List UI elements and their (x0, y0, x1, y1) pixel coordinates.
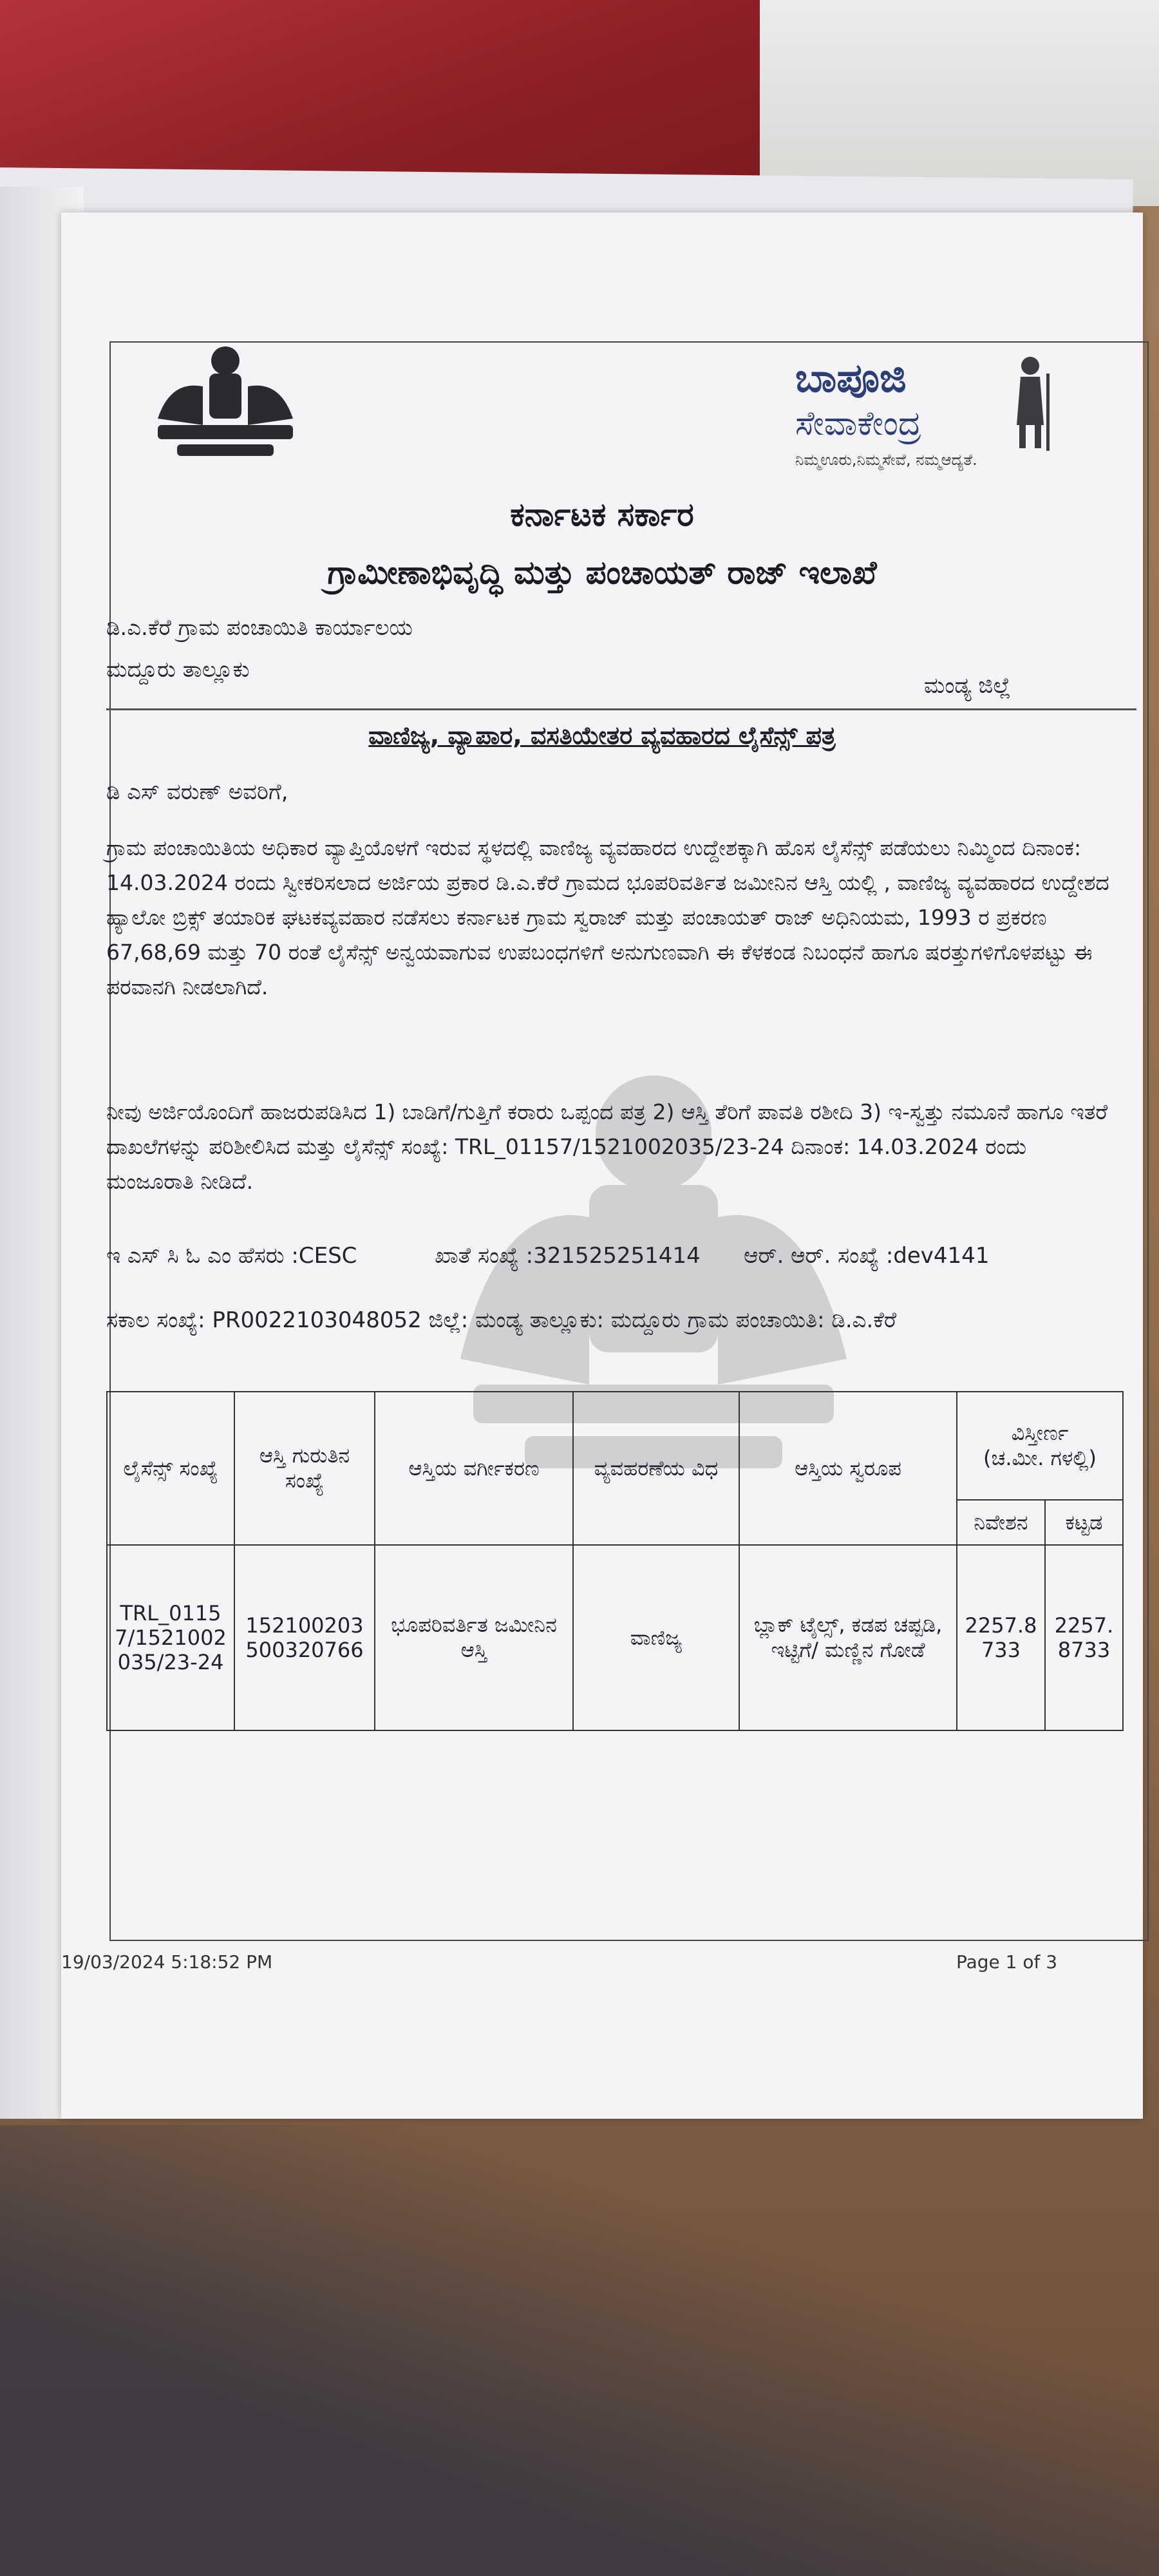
cell-property-id: 152100203500320766 (234, 1545, 375, 1730)
logo-name: ಬಾಪೂಜಿ (795, 354, 907, 401)
office-name: ಡಿ.ಎ.ಕೆರೆ ಗ್ರಾಮ ಪಂಚಾಯಿತಿ ಕಾರ್ಯಾಲಯ (106, 615, 413, 641)
header-site: ನಿವೇಶನ (957, 1500, 1045, 1545)
cell-building-area: 2257.8733 (1045, 1545, 1123, 1730)
state-government: ಕರ್ನಾಟಕ ಸರ್ಕಾರ (510, 496, 694, 533)
department-name: ಗ್ರಾಮೀಣಾಭಿವೃದ್ಧಿ ಮತ್ತು ಪಂಚಾಯತ್ ರಾಜ್ ಇಲಾಖೆ (327, 554, 877, 591)
escom-name: ಇ ಎಸ್ ಸಿ ಓ ಎಂ ಹೆಸರು :CESC (106, 1243, 357, 1269)
header-license-no: ಲೈಸೆನ್ಸ್ ಸಂಖ್ಯೆ (107, 1392, 234, 1545)
logo-subtitle: ಸೇವಾಕೇಂದ್ರ (795, 404, 921, 443)
gandhi-figure-icon (1001, 354, 1059, 451)
rr-number: ಆರ್. ಆರ್. ಸಂಖ್ಯೆ :dev4141 (744, 1243, 990, 1269)
page-number: Page 1 of 3 (956, 1951, 1058, 1973)
cell-license-no: TRL_01157/1521002035/23-24 (107, 1545, 234, 1730)
license-table (106, 1391, 1124, 1731)
header-area (957, 1392, 1123, 1500)
background-wall (760, 0, 1159, 206)
cell-nature: ಬ್ಲಾಕ್ ಟೈಲ್ಸ್, ಕಡಪ ಚಪ್ಪಡಿ, ಇಟ್ಟಿಗೆ/ ಮಣ್ಣಿನ ಗೋಡೆ (739, 1545, 957, 1730)
bapuji-logo (795, 354, 1066, 483)
sakala-details: ಸಕಾಲ ಸಂಖ್ಯೆ: PR0022103048052 ಜಿಲ್ಲೆ: ಮಂಡ್ಯ ತಾಲ್ಲೂಕು: ಮದ್ದೂರು ಗ್ರಾಮ ಪಂಚಾಯಿತಿ: ಡಿ.ಎ.ಕೆರೆ (106, 1307, 897, 1333)
header-area-unit: (ಚ.ಮೀ. ಗಳಲ್ಲಿ) (983, 1446, 1097, 1470)
document-page (61, 213, 1143, 2119)
header-business-type: ವ್ಯವಹರಣೆಯ ವಿಧ (573, 1392, 739, 1545)
license-title: ವಾಣಿಜ್ಯ, ವ್ಯಾಪಾರ, ವಸತಿಯೇತರ ವ್ಯವಹಾರದ ಲೈಸೆನ್ಸ್ ಪತ್ರ (368, 721, 836, 750)
header-nature: ಆಸ್ತಿಯ ಸ್ವರೂಪ (739, 1392, 957, 1545)
cell-classification: ಭೂಪರಿವರ್ತಿತ ಜಮೀನಿನ ಆಸ್ತಿ (375, 1545, 573, 1730)
taluk-name: ಮದ್ದೂರು ತಾಲ್ಲೂಕು (106, 657, 250, 683)
header-building: ಕಟ್ಟಡ (1045, 1500, 1123, 1545)
header-area-label: ವಿಸ್ತೀರ್ಣ (1011, 1421, 1069, 1445)
district-name: ಮಂಡ್ಯ ಜಿಲ್ಲೆ (924, 673, 1011, 699)
table-row (107, 1545, 1123, 1730)
account-number: ಖಾತೆ ಸಂಖ್ಯೆ :321525251414 (435, 1243, 701, 1269)
background-shadow (0, 2125, 1159, 2576)
salutation: ಡಿ ಎಸ್ ವರುಣ್ ಅವರಿಗೆ, (106, 779, 288, 805)
logo-tagline: ನಿಮ್ಮಊರು,ನಿಮ್ಮಸೇವೆ, ನಮ್ಮಆದ್ಯತೆ. (795, 451, 977, 469)
karnataka-emblem-icon (132, 335, 319, 464)
documents-paragraph: ನೀವು ಅರ್ಜಿಯೊಂದಿಗೆ ಹಾಜರುಪಡಿಸಿದ 1) ಬಾಡಿಗೆ/ಗುತ್ತಿಗೆ ಕರಾರು ಒಪ್ಪಂದ ಪತ್ರ 2) ಆಸ್ತಿ ತೆರಿಗೆ ಪಾವತಿ ರಶೀದಿ 3) ಇ-ಸ್ವತ್ತು ನಮೂನೆ ಹಾಗೂ ಇತರೆ ದಾಖಲೆಗಳನ್ನು ಪರಿಶೀಲಿಸಿದ ಮತ್ತು ಲೈಸೆನ್ಸ್ ಸಂಖ್ಯೆ: TRL_01157/1521002035/23-24 ದಿನಾಂಕ: 14.03.2024 ರಂದು ಮಂಜೂರಾತಿ ನೀಡಿದೆ. (106, 1099, 1108, 1194)
table-header-row (107, 1392, 1123, 1500)
header-classification: ಆಸ್ತಿಯ ವರ್ಗೀಕರಣ (375, 1392, 573, 1545)
cell-business-type: ವಾಣಿಜ್ಯ (573, 1545, 739, 1730)
header-divider (106, 708, 1136, 710)
header-property-id: ಆಸ್ತಿ ಗುರುತಿನ ಸಂಖ್ಯೆ (234, 1392, 375, 1545)
print-timestamp: 19/03/2024 5:18:52 PM (61, 1951, 273, 1973)
license-paragraph: ಗ್ರಾಮ ಪಂಚಾಯಿತಿಯ ಅಧಿಕಾರ ವ್ಯಾಪ್ತಿಯೊಳಗೆ ಇರುವ ಸ್ಥಳದಲ್ಲಿ ವಾಣಿಜ್ಯ ವ್ಯವಹಾರದ ಉದ್ದೇಶಕ್ಕಾಗಿ ಹೊಸ ಲೈಸೆನ್ಸ್ ಪಡೆಯಲು ನಿಮ್ಮಿಂದ ದಿನಾಂಕ: 14.03.2024 ರಂದು ಸ್ವೀಕರಿಸಲಾದ ಅರ್ಜಿಯ ಪ್ರಕಾರ ಡಿ.ಎ.ಕೆರೆ ಗ್ರಾಮದ ಭೂಪರಿವರ್ತಿತ ಜಮೀನಿನ ಆಸ್ತಿ ಯಲ್ಲಿ , ವಾಣಿಜ್ಯ ವ್ಯವಹಾರದ ಉದ್ದೇಶದ ಹ್ಯಾಲೋ ಬ್ರಿಕ್ಸ್ ತಯಾರಿಕ ಘಟಕವ್ಯವಹಾರ ನಡೆಸಲು ಕರ್ನಾಟಕ ಗ್ರಾಮ ಸ್ವರಾಜ್ ಮತ್ತು ಪಂಚಾಯತ್ ರಾಜ್ ಅಧಿನಿಯಮ, 1993 ರ ಪ್ರಕರಣ 67,68,69 ಮತ್ತು 70 ರಂತೆ ಲೈಸೆನ್ಸ್ ಅನ್ವಯವಾಗುವ ಉಪಬಂಧಗಳಿಗೆ ಅನುಗುಣವಾಗಿ ಈ ಕೆಳಕಂಡ ನಿಬಂಧನೆ ಹಾಗೂ ಷರತ್ತುಗಳಿಗೊಳಪಟ್ಟು ಈ ಪರವಾನಗಿ ನೀಡಲಾಗಿದೆ. (106, 835, 1109, 999)
cell-site-area: 2257.8733 (957, 1545, 1045, 1730)
